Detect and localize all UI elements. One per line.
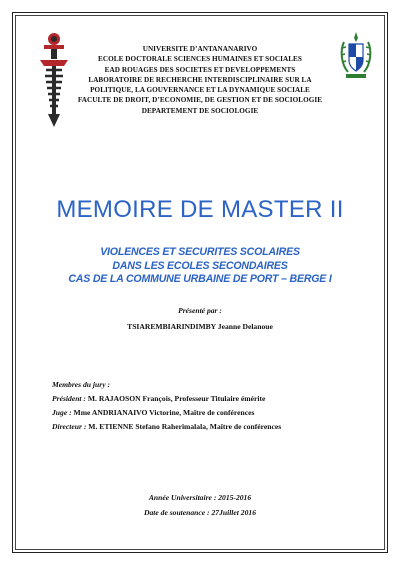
jury-member-name: M. ETIENNE Stefano Raherimalala, Maître de conférences [86,422,282,431]
academic-year: Année Universitaire : 2015-2016 [148,493,252,502]
faculty-crest-icon [338,30,374,82]
institution-line: FACULTE DE DROIT, D’ECONOMIE, DE GESTION ET DE SOCIOLOGIE [77,96,323,105]
document-type-title: MEMOIRE DE MASTER II [56,196,344,223]
footer-info [0,490,400,520]
jury-section [52,378,281,434]
thesis-title-line: CAS DE LA COMMUNE URBAINE DE PORT – BERGE I [68,273,332,285]
institution-line: ECOLE DOCTORALE SCIENCES HUMAINES ET SOCIALES [98,55,302,64]
institution-header [70,44,330,116]
jury-member [52,392,281,406]
institution-line: EAD ROUAGES DES SOCIETES ET DEVELOPPEMENTS [104,65,296,74]
institution-line: UNIVERSITE D’ANTANANARIVO [142,45,258,53]
jury-role: Juge : [52,408,72,417]
jury-member-name: M. RAJAOSON François, Professeur Titulaire émérite [85,394,266,403]
jury-role: Président : [52,394,86,403]
university-emblem-icon [34,30,74,130]
thesis-title [20,246,380,287]
jury-member [52,406,281,420]
jury-member [52,420,281,434]
institution-line: DEPARTEMENT DE SOCIOLOGIE [141,106,259,115]
presented-by-label: Présenté par : [178,306,222,315]
jury-role: Directeur : [52,422,87,431]
jury-heading: Membres du jury : [52,380,111,389]
jury-member-name: Mme ANDRIANAIVO Victorine, Maître de conférences [71,408,255,417]
institution-line: LABORATOIRE DE RECHERCHE INTERDISCIPLINAIRE SUR LA [88,75,312,84]
institution-line: POLITIQUE, LA GOUVERNANCE ET LA DYNAMIQUE SOCIALE [90,86,310,95]
thesis-title-line: DANS LES ECOLES SECONDAIRES [112,259,288,272]
author-name: TSIAREMBIARINDIMBY Jeanne Delanoue [127,322,273,331]
thesis-title-line: VIOLENCES ET SECURITES SCOLAIRES [100,246,300,258]
defense-date: Date de soutenance : 27Juillet 2016 [143,508,256,517]
